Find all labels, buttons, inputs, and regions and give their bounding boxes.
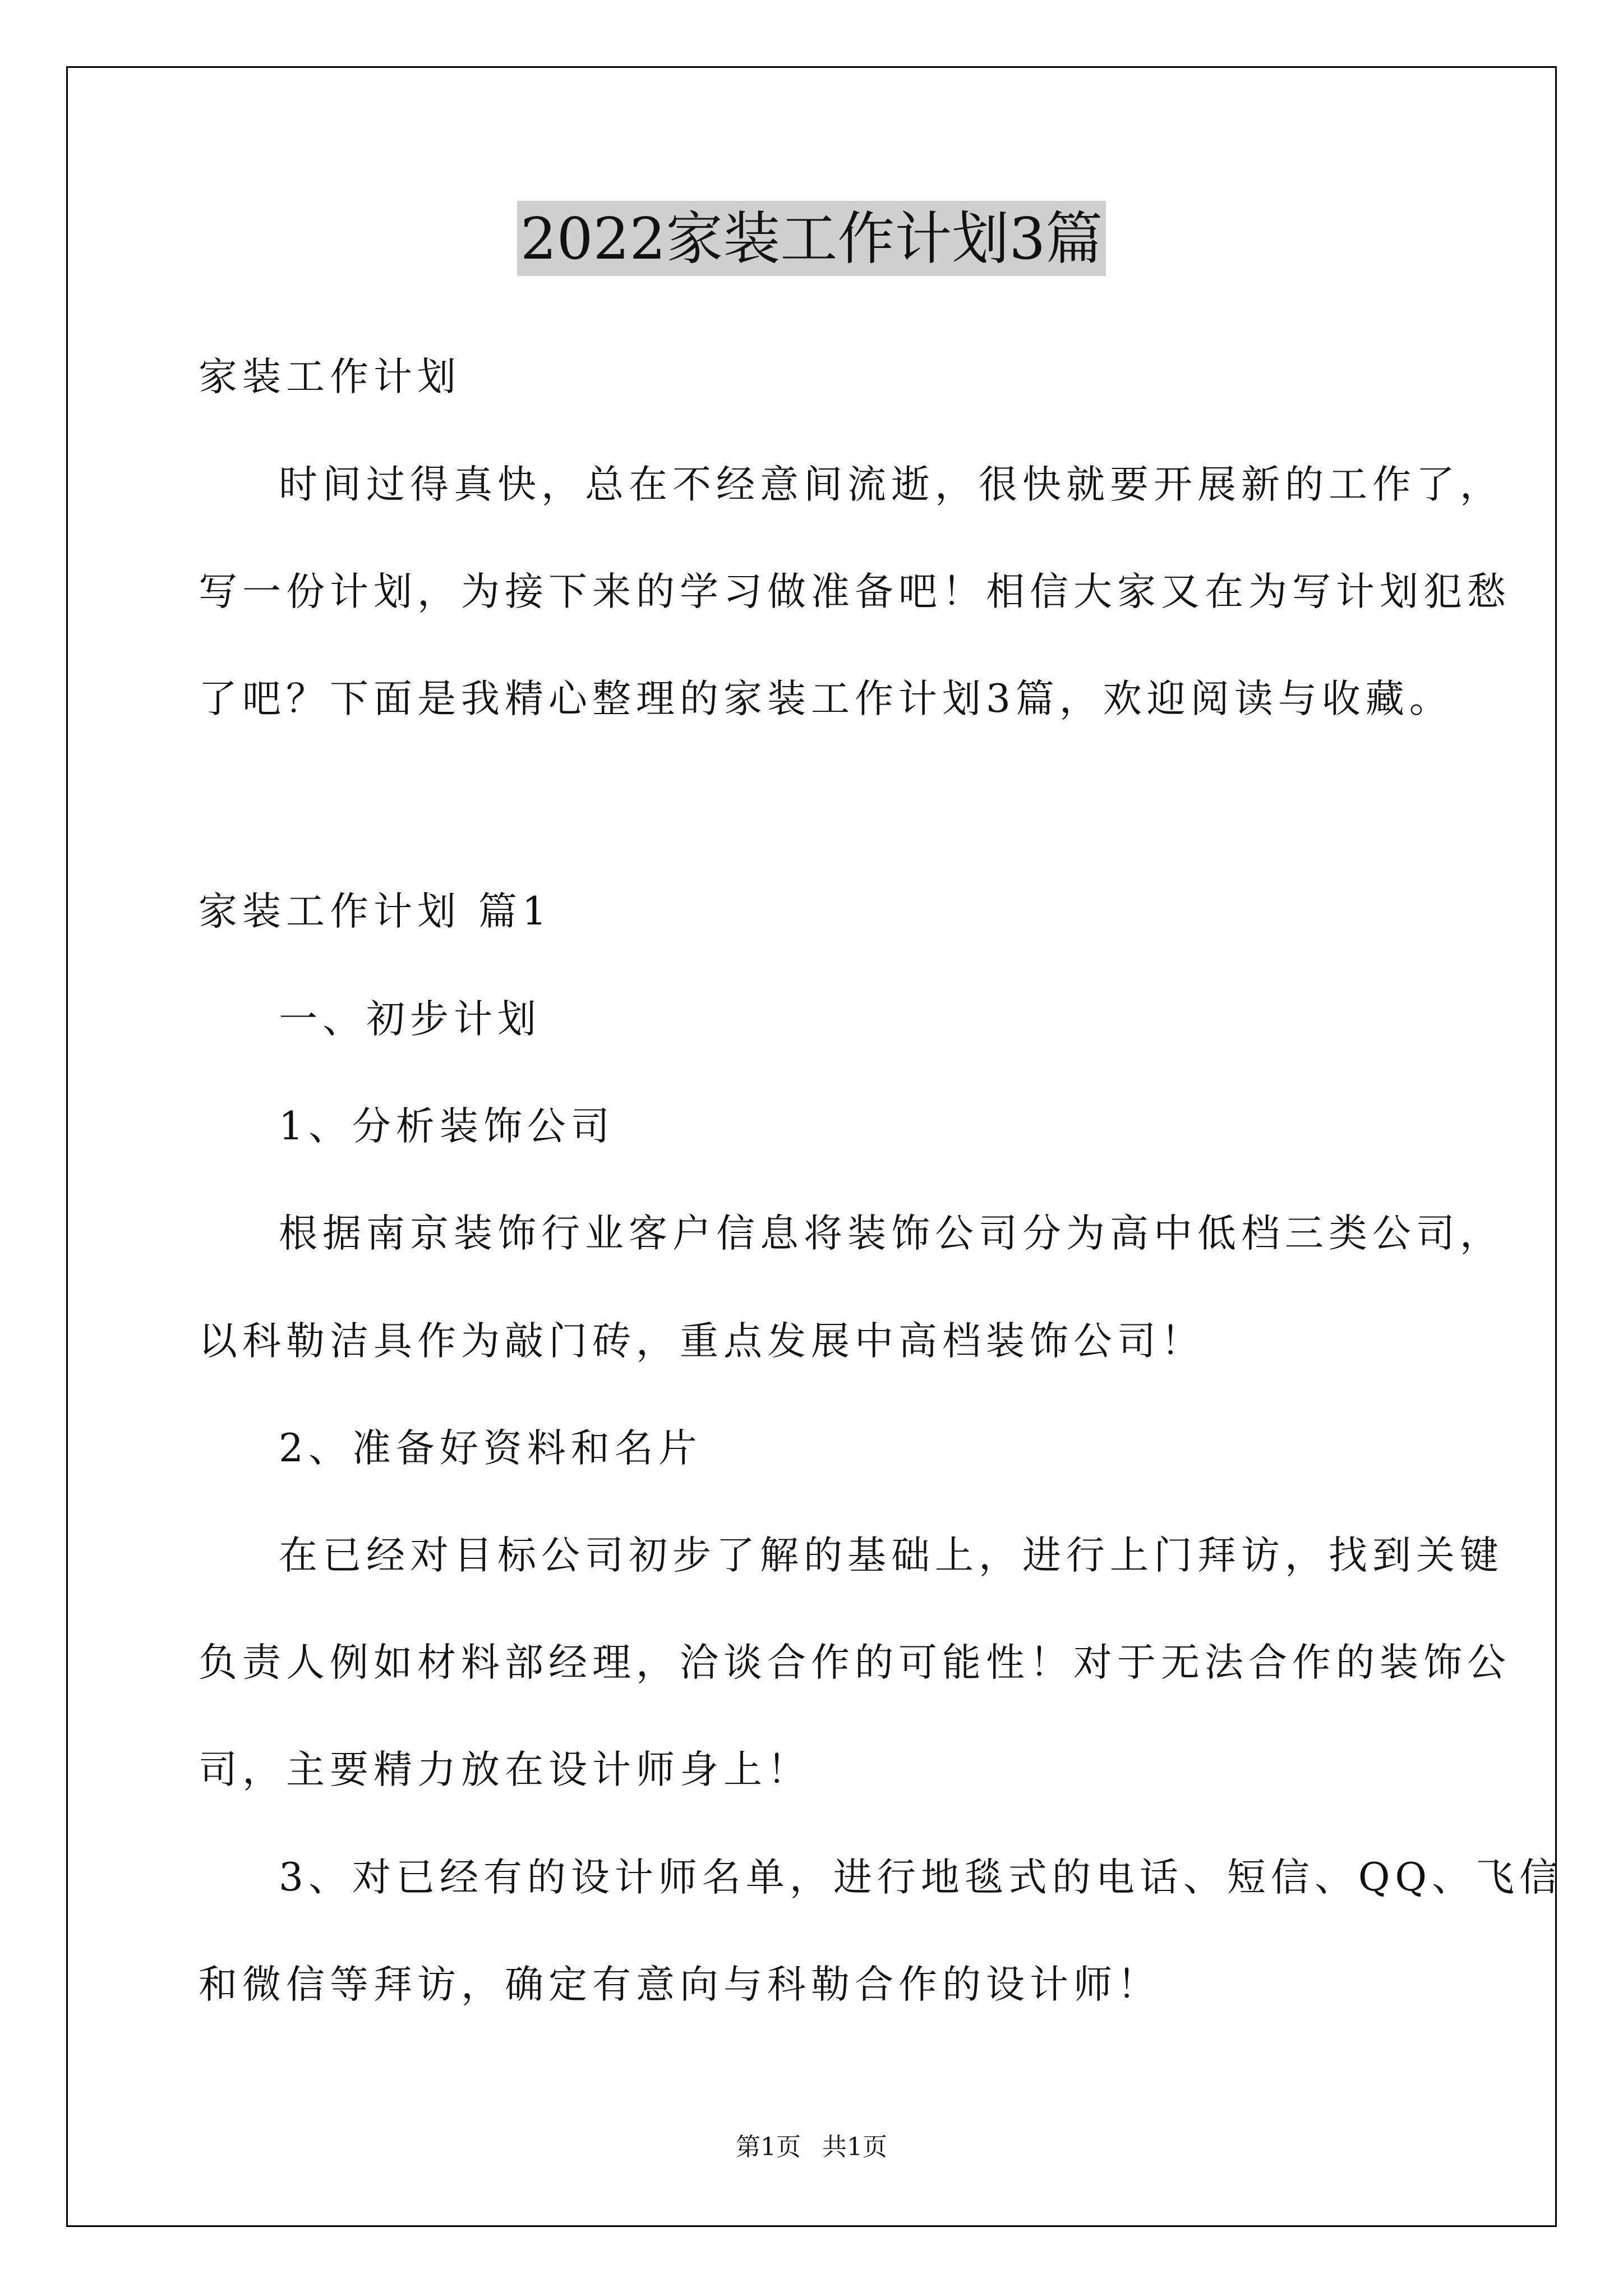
paragraph-line: 以科勒洁具作为敲门砖，重点发展中高档装饰公司！ — [199, 1319, 1205, 1364]
intro-line-2: 写一份计划，为接下来的学习做准备吧！相信大家又在为写计划犯愁 — [199, 569, 1511, 614]
paragraph-line: 负责人例如材料部经理，洽谈合作的可能性！对于无法合作的装饰公 — [199, 1640, 1511, 1685]
paragraph-line: 和微信等拜访，确定有意向与科勒合作的设计师！ — [199, 1962, 1161, 2007]
paragraph-line: 在已经对目标公司初步了解的基础上，进行上门拜访，找到关键 — [279, 1533, 1504, 1578]
item-subheading-1: 1、分析装饰公司 — [279, 1104, 615, 1149]
item-heading-1: 一、初步计划 — [279, 997, 541, 1042]
paragraph-line: 司，主要精力放在设计师身上！ — [199, 1747, 811, 1792]
title-container — [0, 201, 1623, 276]
page-total: 共1页 — [822, 2133, 887, 2161]
item-subheading-2: 2、准备好资料和名片 — [279, 1426, 702, 1471]
paragraph-line: 3、对已经有的设计师名单，进行地毯式的电话、短信、QQ、飞信 — [279, 1855, 1564, 1900]
intro-line-1: 时间过得真快，总在不经意间流逝，很快就要开展新的工作了， — [279, 462, 1504, 507]
paragraph-line: 根据南京装饰行业客户信息将装饰公司分为高中低档三类公司， — [279, 1211, 1504, 1256]
page-number: 第1页 — [736, 2133, 801, 2161]
section-heading: 家装工作计划 篇1 — [199, 889, 552, 934]
page-footer — [0, 2132, 1623, 2163]
intro-line-3: 了吧？下面是我精心整理的家装工作计划3篇，欢迎阅读与收藏。 — [199, 677, 1453, 721]
document-title: 2022家装工作计划3篇 — [517, 201, 1106, 276]
subtitle: 家装工作计划 — [199, 355, 461, 399]
